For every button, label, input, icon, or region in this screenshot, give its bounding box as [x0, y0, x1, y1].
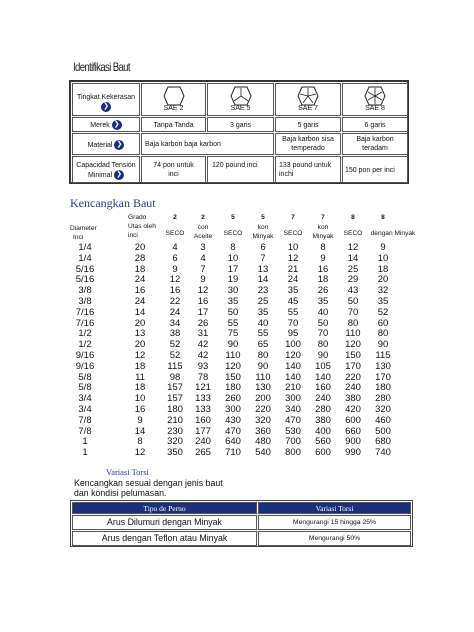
table-cell: 35 — [227, 296, 239, 307]
table-cell: 1 — [82, 436, 88, 448]
table-cell: 160 — [315, 382, 331, 394]
table-cell: 7/16 — [75, 306, 95, 318]
table-cell: 18 — [134, 360, 146, 372]
table-cell: 70 — [317, 328, 329, 340]
condition-header: con Aceite — [193, 224, 213, 240]
table-cell: 240 — [315, 393, 331, 405]
capacity-cell: 74 pon untuk inci — [141, 156, 206, 183]
table-cell: 420 — [345, 404, 361, 415]
table-cell: 12 — [134, 350, 146, 361]
capacidad-label: Capacidad Tensión — [76, 162, 136, 169]
table-cell: 240 — [195, 436, 211, 448]
table-cell: 42 — [197, 350, 209, 361]
table-cell: 680 — [375, 436, 391, 448]
table-cell: 43 — [347, 285, 359, 297]
table-cell: 5/8 — [78, 371, 92, 383]
info-icon[interactable]: ❯ — [114, 170, 124, 180]
table-cell: 14 — [347, 252, 359, 264]
table-cell: 5/16 — [75, 263, 95, 275]
table-cell: 80 — [347, 317, 359, 329]
bolt-head-3-lines-icon — [230, 86, 252, 106]
table-cell: 540 — [255, 447, 271, 459]
grade-number: 7 — [291, 214, 295, 221]
table-cell: 340 — [285, 404, 301, 415]
table-cell: 6 — [172, 252, 178, 264]
table-cell: 9 — [200, 274, 206, 286]
table-cell: 220 — [345, 371, 361, 383]
table-cell: 265 — [195, 447, 211, 459]
grade-number: 7 — [321, 214, 325, 221]
table-cell: 8 — [137, 436, 143, 448]
condition-header: kon Minyak — [312, 224, 334, 240]
table-cell: 115 — [375, 350, 391, 361]
table-cell: 560 — [315, 436, 331, 448]
table-cell: 55 — [257, 328, 269, 340]
grade-number: 5 — [261, 214, 265, 221]
diameter-header — [70, 224, 100, 242]
table-cell: 260 — [225, 393, 241, 405]
table-cell: 18 — [134, 382, 146, 394]
table-cell: 13 — [257, 263, 269, 275]
table-cell: 80 — [257, 350, 269, 361]
table-cell: 710 — [225, 447, 241, 459]
col-tipo-header: Tipo de Perno — [72, 502, 257, 514]
table-cell: 140 — [285, 371, 301, 383]
merek-cell: 3 garis — [207, 117, 274, 132]
table-cell: 10 — [377, 252, 389, 264]
table-cell: 29 — [347, 274, 359, 286]
table-cell: 11 — [135, 371, 145, 383]
variasi-cell: Mengurangi 15 hingga 25% — [258, 515, 411, 530]
merek-cell: Tanpa Tanda — [141, 117, 206, 132]
table-cell: 470 — [225, 425, 241, 437]
table-cell: 17 — [227, 263, 239, 275]
grade-number: 2 — [201, 214, 205, 221]
table-cell: 230 — [167, 425, 183, 437]
table-cell: 52 — [169, 339, 181, 351]
info-icon[interactable]: ❯ — [101, 102, 111, 112]
bolt-head-5-lines-icon — [297, 86, 319, 106]
inci-label: Inci — [73, 234, 84, 241]
info-icon[interactable]: ❯ — [114, 140, 124, 150]
table-cell: 320 — [255, 414, 271, 426]
table-cell: 30 — [227, 285, 239, 297]
table-cell: 12 — [134, 447, 146, 459]
table-cell: 8 — [230, 242, 236, 253]
diameter-label: Diameter — [70, 225, 97, 232]
table-cell: 26 — [317, 285, 329, 297]
table-cell: 9 — [172, 263, 178, 275]
material-label: Material — [87, 141, 113, 149]
table-cell: 14 — [134, 306, 146, 318]
table-cell: 5/8 — [78, 382, 92, 394]
grade-table — [69, 80, 409, 184]
table-cell: 12 — [197, 285, 209, 297]
table-cell: 110 — [225, 350, 241, 361]
table-cell: 6 — [260, 242, 266, 253]
table-cell: 5/16 — [75, 274, 95, 286]
table-cell: 20 — [134, 339, 146, 351]
table-cell: 1/2 — [78, 339, 92, 351]
table-cell: 480 — [255, 436, 271, 448]
table-cell: 34 — [169, 317, 181, 329]
table-cell: 52 — [169, 350, 181, 361]
variasi-cell: Mengurangi 50% — [258, 531, 411, 546]
table-cell: 22 — [169, 296, 181, 307]
table-cell: 210 — [285, 382, 301, 394]
table-cell: 280 — [315, 404, 331, 415]
col-variasi-header: Variasi Torsi — [258, 502, 411, 514]
variasi-title: Variasi Torsi — [106, 467, 149, 477]
table-cell: 16 — [317, 263, 329, 275]
table-cell: 600 — [315, 447, 331, 459]
table-cell: 16 — [197, 296, 209, 307]
table-cell: 100 — [285, 339, 301, 351]
table-cell: 115 — [167, 360, 183, 372]
table-cell: 42 — [197, 339, 209, 351]
grade-number: 2 — [173, 214, 177, 221]
table-cell: 170 — [345, 360, 361, 372]
table-cell: 20 — [377, 274, 389, 286]
table-cell: 98 — [169, 371, 181, 383]
table-cell: 150 — [225, 371, 241, 383]
table-cell: 740 — [375, 447, 391, 459]
tingkat-label: Tingkat Kekerasan — [76, 94, 136, 101]
table-cell: 55 — [287, 306, 299, 318]
table-cell: 120 — [345, 339, 361, 351]
table-cell: 380 — [315, 414, 331, 426]
table-cell: 700 — [285, 436, 301, 448]
utas-label: Utas oleh — [128, 223, 156, 230]
table-cell: 55 — [227, 317, 239, 329]
tipo-cell: Arus dengan Teflon atau Minyak — [72, 531, 257, 546]
table-cell: 16 — [134, 285, 146, 297]
table-cell: 18 — [134, 263, 146, 275]
table-cell: 7 — [200, 263, 206, 275]
table-cell: 75 — [227, 328, 239, 340]
grade-number: 8 — [381, 214, 385, 221]
table-cell: 90 — [317, 350, 329, 361]
grade-name: SAE 5 — [230, 105, 251, 112]
info-icon[interactable]: ❯ — [112, 120, 122, 130]
condition-header: SECO — [223, 230, 243, 237]
table-cell: 12 — [287, 252, 299, 264]
material-cell: Baja karbon baja karbon — [141, 133, 274, 155]
merek-cell: 6 garis — [342, 117, 408, 132]
table-cell: 16 — [169, 285, 181, 297]
table-cell: 35 — [317, 296, 329, 307]
bolt-head-6-lines-icon — [364, 86, 386, 106]
grade-cell-sae2 — [141, 83, 206, 116]
table-cell: 10 — [134, 393, 146, 405]
table-cell: 50 — [227, 306, 239, 318]
table-cell: 35 — [377, 296, 389, 307]
table-cell: 210 — [167, 414, 183, 426]
table-cell: 130 — [375, 360, 391, 372]
table-cell: 240 — [345, 382, 361, 394]
grade-cell-sae5 — [207, 83, 274, 116]
bolt-head-icon — [163, 86, 185, 106]
table-cell: 900 — [345, 436, 361, 448]
capacity-cell: 133 pound untuk inchi — [275, 156, 341, 183]
table-cell: 19 — [227, 274, 239, 286]
table-cell: 180 — [225, 382, 241, 394]
table-cell: 1/4 — [78, 252, 92, 264]
grado-label: Grado — [128, 214, 147, 221]
table-cell: 9 — [320, 252, 326, 264]
table-cell: 990 — [345, 447, 361, 459]
table-cell: 120 — [225, 360, 241, 372]
table-cell: 150 — [345, 350, 361, 361]
table-cell: 40 — [317, 306, 329, 318]
table-cell: 430 — [225, 414, 241, 426]
table-cell: 170 — [375, 371, 391, 383]
table-cell: 360 — [255, 425, 271, 437]
table-cell: 24 — [287, 274, 299, 286]
table-cell: 320 — [375, 404, 391, 415]
table-cell: 110 — [345, 328, 361, 340]
table-cell: 31 — [197, 328, 209, 340]
merek-cell: 5 garis — [275, 117, 341, 132]
table-cell: 20 — [134, 242, 146, 253]
condition-header: kon Minyak — [252, 224, 274, 240]
table-cell: 121 — [195, 382, 211, 394]
table-cell: 32 — [377, 285, 389, 297]
table-cell: 660 — [345, 425, 361, 437]
table-cell: 800 — [285, 447, 301, 459]
table-cell: 600 — [345, 414, 361, 426]
material-cell: Baja karbon sisa temperado — [275, 133, 341, 155]
table-cell: 7 — [260, 252, 266, 264]
table-cell: 400 — [315, 425, 331, 437]
variasi-table — [70, 500, 413, 547]
table-cell: 120 — [285, 350, 301, 361]
table-cell: 7/8 — [78, 414, 92, 426]
table-cell: 90 — [257, 360, 269, 372]
table-cell: 40 — [257, 317, 269, 329]
inci-label: inci — [128, 232, 138, 239]
table-cell: 500 — [375, 425, 391, 437]
table-cell: 10 — [287, 242, 299, 253]
table-cell: 18 — [317, 274, 329, 286]
table-cell: 133 — [195, 393, 211, 405]
table-cell: 130 — [255, 382, 271, 394]
table-cell: 28 — [134, 252, 146, 264]
capacity-cell: 150 pon per inci — [342, 156, 408, 183]
table-cell: 350 — [167, 447, 183, 459]
capacidad-label: Minimal — [87, 171, 113, 179]
condition-header: SECO — [283, 230, 303, 237]
table-cell: 60 — [377, 317, 389, 329]
table-cell: 460 — [375, 414, 391, 426]
material-label-cell — [72, 133, 140, 155]
paragraph-line: Kencangkan sesuai dengan jenis baut — [74, 478, 223, 488]
table-cell: 14 — [134, 425, 146, 437]
utas-header — [128, 213, 158, 240]
table-cell: 110 — [255, 371, 271, 383]
table-cell: 177 — [195, 425, 211, 437]
table-cell: 9/16 — [75, 350, 95, 361]
table-cell: 16 — [134, 404, 146, 415]
table-cell: 180 — [167, 404, 183, 415]
table-cell: 320 — [167, 436, 183, 448]
grade-name: SAE 7 — [298, 105, 318, 112]
table-cell: 160 — [195, 414, 211, 426]
table-cell: 70 — [287, 317, 299, 329]
table-cell: 300 — [225, 404, 241, 415]
table-cell: 300 — [285, 393, 301, 405]
grade-cell-sae7 — [275, 83, 341, 116]
capacidad-label-cell — [72, 156, 140, 183]
table-cell: 1/2 — [78, 328, 92, 340]
table-cell: 17 — [197, 306, 209, 318]
table-cell: 24 — [134, 274, 146, 286]
table-cell: 105 — [315, 360, 331, 372]
kencangkan-title: Kencangkan Baut — [70, 196, 156, 210]
table-row — [70, 447, 410, 460]
table-cell: 90 — [377, 339, 389, 351]
table-cell: 133 — [195, 404, 211, 415]
table-cell: 3/8 — [78, 285, 92, 297]
identifikasi-title: Identifikasi Baut — [73, 60, 130, 74]
table-cell: 3/4 — [78, 393, 92, 405]
grade-cell-sae8 — [342, 83, 408, 116]
table-cell: 13 — [134, 328, 146, 340]
table-cell: 38 — [169, 328, 181, 340]
table-cell: 3/4 — [78, 404, 92, 415]
table-cell: 50 — [347, 296, 359, 307]
table-cell: 380 — [345, 393, 361, 405]
table-cell: 1 — [82, 447, 88, 459]
table-cell: 200 — [255, 393, 271, 405]
condition-header: dengan Minyak — [370, 230, 416, 237]
condition-header: SECO — [343, 230, 363, 237]
table-cell: 12 — [169, 274, 181, 286]
table-cell: 35 — [257, 306, 269, 318]
table-cell: 65 — [257, 339, 269, 351]
table-cell: 24 — [169, 306, 181, 318]
grade-number: 8 — [351, 214, 355, 221]
table-cell: 78 — [197, 371, 209, 383]
table-cell: 45 — [287, 296, 299, 307]
table-cell: 220 — [255, 404, 271, 415]
table-cell: 10 — [227, 252, 239, 264]
table-cell: 7/8 — [78, 425, 92, 437]
grade-name: SAE 8 — [365, 105, 385, 112]
table-cell: 80 — [317, 339, 329, 351]
table-cell: 3 — [200, 242, 206, 253]
tingkat-label-cell — [72, 83, 140, 116]
table-cell: 9 — [380, 242, 386, 253]
table-cell: 18 — [377, 263, 389, 275]
table-cell: 4 — [200, 252, 206, 264]
merek-label-cell — [72, 117, 140, 132]
table-cell: 21 — [287, 263, 299, 275]
table-cell: 9/16 — [75, 360, 95, 372]
paragraph-line: dan kondisi pelumasan. — [74, 488, 167, 498]
table-cell: 3/8 — [78, 296, 92, 307]
table-cell: 14 — [257, 274, 269, 286]
table-cell: 70 — [347, 306, 359, 318]
table-cell: 50 — [317, 317, 329, 329]
table-cell: 35 — [287, 285, 299, 297]
table-cell: 470 — [285, 414, 301, 426]
table-cell: 20 — [134, 317, 146, 329]
table-cell: 52 — [377, 306, 389, 318]
grade-name: SAE 2 — [163, 105, 184, 112]
table-cell: 4 — [172, 242, 178, 253]
table-cell: 157 — [167, 393, 183, 405]
table-cell: 12 — [347, 242, 359, 253]
table-cell: 8 — [320, 242, 326, 253]
table-cell: 24 — [134, 296, 146, 307]
table-cell: 530 — [285, 425, 301, 437]
tipo-cell: Arus Dilumuri dengan Minyak — [72, 515, 257, 530]
table-cell: 26 — [197, 317, 209, 329]
table-cell: 140 — [285, 360, 301, 372]
table-cell: 25 — [257, 296, 269, 307]
capacity-cell: 120 pound inci — [207, 156, 274, 183]
merek-label: Merek — [90, 121, 110, 129]
table-cell: 9 — [137, 414, 143, 426]
table-cell: 280 — [375, 393, 391, 405]
table-cell: 140 — [315, 371, 331, 383]
table-cell: 95 — [287, 328, 299, 340]
torque-table-header — [70, 212, 416, 242]
table-cell: 7/16 — [75, 317, 95, 329]
table-cell: 25 — [347, 263, 359, 275]
table-cell: 90 — [227, 339, 239, 351]
variasi-paragraph — [74, 478, 274, 498]
table-cell: 93 — [197, 360, 209, 372]
table-cell: 1/4 — [78, 242, 92, 253]
material-cell: Baja karbon teradam — [342, 133, 408, 155]
table-cell: 640 — [225, 436, 241, 448]
table-cell: 180 — [375, 382, 391, 394]
table-cell: 80 — [377, 328, 389, 340]
condition-header: SECO — [165, 230, 185, 237]
grade-number: 5 — [231, 214, 235, 221]
table-cell: 157 — [167, 382, 183, 394]
table-cell: 23 — [257, 285, 269, 297]
